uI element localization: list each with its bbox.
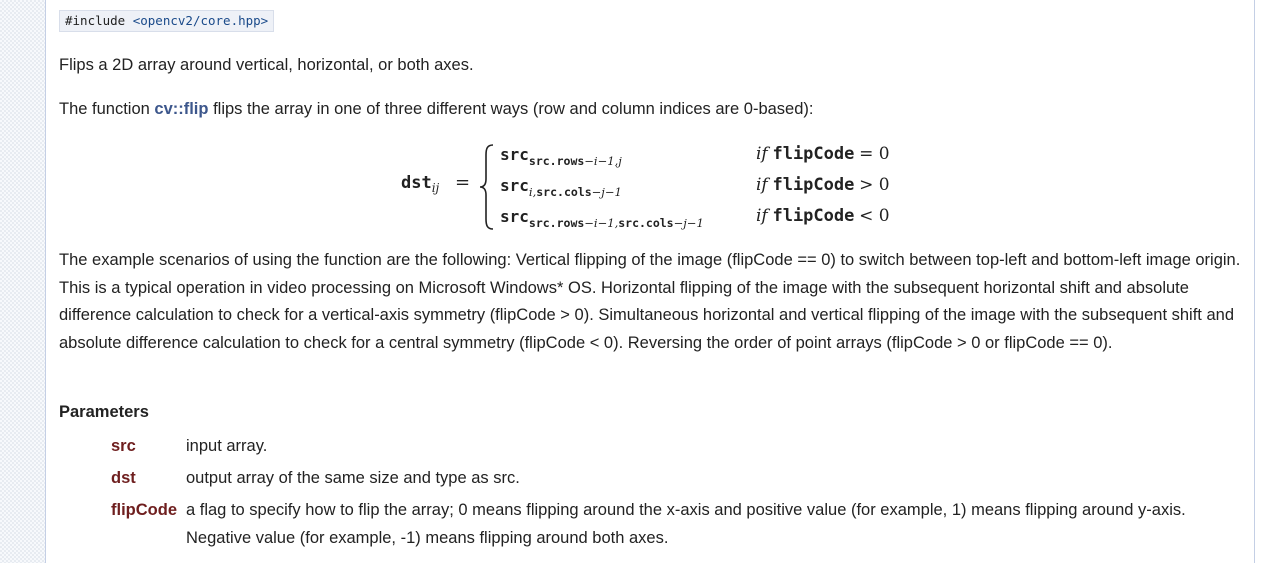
formula-lhs-dst: dst xyxy=(401,173,432,193)
intro-text-before: The function xyxy=(59,100,155,118)
cond-3-var: flipCode xyxy=(772,206,855,226)
cond-2-op: > 0 xyxy=(859,175,890,195)
cond-2-if: if xyxy=(756,175,768,195)
formula-lhs-sub: ij xyxy=(431,181,440,195)
left-brace-icon xyxy=(478,143,496,231)
cond-1-op: = 0 xyxy=(859,144,890,164)
case-row-1 xyxy=(500,145,622,168)
case-1-sub-a: src.rows xyxy=(528,154,585,168)
case-3-base: src xyxy=(500,207,529,226)
case-3-sub-d: −j−1 xyxy=(673,216,704,230)
param-name-src: src xyxy=(111,437,136,455)
case-2-sub-a: i, xyxy=(528,185,537,199)
intro-paragraph xyxy=(59,96,814,124)
formula-equals: = xyxy=(455,172,471,193)
case-3-sub-b: −i−1, xyxy=(584,216,619,230)
case-3-sub-a: src.rows xyxy=(528,216,585,230)
cond-row-1 xyxy=(756,144,890,164)
parameters-heading: Parameters xyxy=(59,403,149,421)
formula-lhs xyxy=(401,173,439,195)
case-3-sub-c: src.cols xyxy=(618,216,674,230)
include-directive: #include xyxy=(65,13,133,28)
case-2-base: src xyxy=(500,176,529,195)
case-row-2 xyxy=(500,176,622,199)
case-2-sub xyxy=(529,187,622,199)
cv-flip-link[interactable]: cv::flip xyxy=(154,100,209,118)
content-left-border xyxy=(45,0,46,563)
cond-row-2 xyxy=(756,175,890,195)
case-1-base: src xyxy=(500,145,529,164)
param-desc-src: input array. xyxy=(186,437,268,455)
left-margin-pattern xyxy=(0,0,45,563)
case-2-sub-b: src.cols xyxy=(536,185,592,199)
include-code xyxy=(59,10,274,32)
scenarios-paragraph: The example scenarios of using the function are the following: Vertical flipping of the image (flipCode == 0) to switch between top-left and bottom-left image origin. This is a typical operation in video processing on Microsoft Windows* OS. Horizontal flipping of the image with the subsequent horizontal shift and absolute difference calculation to check for a vertical-axis symmetry (flipCode > 0). Simultaneous horizontal and vertical flipping of the image with the subsequent shift and absolute difference calculation to check for a central symmetry (flipCode < 0). Reversing the order of point arrays (flipCode > 0 or flipCode == 0). xyxy=(59,251,1241,352)
case-1-sub-b: −i−1,j xyxy=(584,154,622,168)
intro-text-after: flips the array in one of three different ways (row and column indices are 0-based): xyxy=(208,100,814,118)
param-name-dst: dst xyxy=(111,469,136,487)
cond-3-op: < 0 xyxy=(859,206,890,226)
cond-row-3 xyxy=(756,206,890,226)
brief-description: Flips a 2D array around vertical, horizontal, or both axes. xyxy=(59,56,474,74)
case-1-sub xyxy=(529,156,622,168)
param-desc-flipcode: a flag to specify how to flip the array; 0 means flipping around the x-axis and positive value (for example, 1) means flipping around y-axis. Negative value (for example, -1) means flipping around both axes. xyxy=(186,501,1186,547)
include-header-link[interactable]: <opencv2/core.hpp> xyxy=(132,13,269,28)
param-name-flipcode: flipCode xyxy=(111,501,177,519)
case-2-sub-c: −j−1 xyxy=(591,185,622,199)
case-3-sub xyxy=(529,218,704,230)
case-row-3 xyxy=(500,207,704,230)
cond-1-var: flipCode xyxy=(772,144,855,164)
cond-3-if: if xyxy=(756,206,768,226)
cond-2-var: flipCode xyxy=(772,175,855,195)
right-margin xyxy=(1255,0,1270,563)
cond-1-if: if xyxy=(756,144,768,164)
param-desc-dst: output array of the same size and type as src. xyxy=(186,469,520,487)
